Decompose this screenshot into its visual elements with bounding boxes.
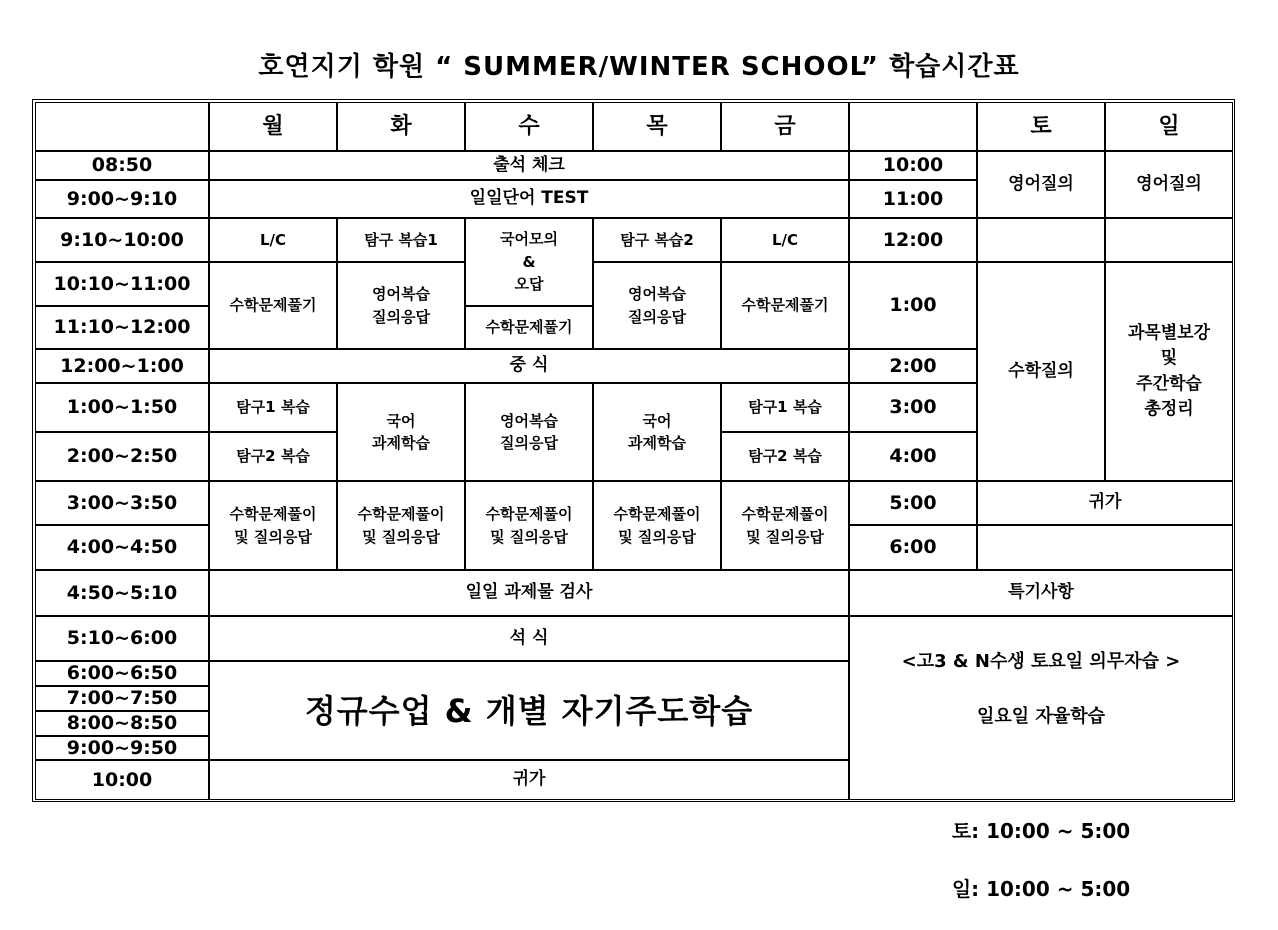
sun-empty-cell [1105,218,1233,262]
note-line: <고3 & N수생 토요일 의무자습 > [901,650,1181,672]
time-cell: 10:00 [35,760,209,800]
regular-class-cell: 정규수업 & 개별 자기주도학습 [209,661,849,760]
sun-eng-qa-cell: 영어질의 [1105,151,1233,218]
note-spacer [850,758,1232,790]
time-cell: 9:00~9:50 [35,736,209,760]
math-qa-cell: 수학문제풀이 및 질의응답 [721,481,849,570]
time-cell: 9:10~10:00 [35,218,209,262]
math-qa-cell: 수학문제풀이 및 질의응답 [465,481,593,570]
math-qa-cell: 수학문제풀이 및 질의응답 [337,481,465,570]
time-cell: 9:00~9:10 [35,180,209,218]
korean-mock-cell: 국어모의 & 오답 [465,218,593,306]
sun-supplement-cell: 과목별보강 및 주간학습 총정리 [1105,262,1233,481]
time-cell: 7:00~7:50 [35,686,209,711]
weekend-time-cell: 4:00 [849,432,977,481]
time-cell: 11:10~12:00 [35,306,209,349]
time-cell: 3:00~3:50 [35,481,209,525]
time-cell: 8:00~8:50 [35,711,209,736]
time-cell: 6:00~6:50 [35,661,209,686]
header-sat: 토 [977,102,1105,151]
special-notes-body [849,616,1233,901]
weekend-time-cell: 10:00 [849,151,977,180]
header-fri: 금 [721,102,849,151]
go-home-cell: 귀가 [209,760,849,800]
attendance-cell: 출석 체크 [209,151,849,180]
weekend-empty-cell [977,525,1233,570]
time-cell: 1:00~1:50 [35,383,209,432]
time-cell: 12:00~1:00 [35,349,209,383]
header-tue: 화 [337,102,465,151]
sat-empty-cell [977,218,1105,262]
special-notes-header: 특기사항 [849,570,1233,616]
weekend-time-cell: 3:00 [849,383,977,432]
sat-eng-qa-cell: 영어질의 [977,151,1105,218]
time-cell: 08:50 [35,151,209,180]
math-solve-cell: 수학문제풀기 [209,262,337,349]
dinner-cell: 석 식 [209,616,849,661]
math-qa-cell: 수학문제풀이 및 질의응답 [593,481,721,570]
header-wed: 수 [465,102,593,151]
eng-review-cell: 영어복습 질의응답 [337,262,465,349]
inquiry-review-cell: 탐구 복습1 [337,218,465,262]
time-cell: 4:00~4:50 [35,525,209,570]
weekend-time-cell: 6:00 [849,525,977,570]
corner-header-cell [35,102,209,151]
lc-cell: L/C [721,218,849,262]
inquiry-review-cell: 탐구 복습2 [593,218,721,262]
time-cell: 2:00~2:50 [35,432,209,481]
word-test-cell: 일일단어 TEST [209,180,849,218]
time-cell: 10:10~11:00 [35,262,209,306]
weekend-time-cell: 2:00 [849,349,977,383]
inquiry1-review-cell: 탐구1 복습 [721,383,849,432]
page-title: 호연지기 학원 “ SUMMER/WINTER SCHOOL” 학습시간표 [258,52,1020,82]
korean-hw-cell: 국어 과제학습 [337,383,465,481]
lunch-cell: 중 식 [209,349,849,383]
math-qa-cell: 수학문제풀이 및 질의응답 [209,481,337,570]
header-sun: 일 [1105,102,1233,151]
eng-review-cell: 영어복습 질의응답 [465,383,593,481]
time-cell: 5:10~6:00 [35,616,209,661]
inquiry2-review-cell: 탐구2 복습 [721,432,849,481]
weekend-go-home-cell: 귀가 [977,481,1233,525]
header-thu: 목 [593,102,721,151]
sun-hours: 일: 10:00 ~ 5:00 [951,876,1131,901]
header-mon: 월 [209,102,337,151]
sat-math-qa-cell: 수학질의 [977,262,1105,481]
weekend-time-header [849,102,977,151]
sat-hours: 토: 10:00 ~ 5:00 [951,819,1131,843]
weekend-time-cell: 1:00 [849,262,977,349]
math-solve-cell: 수학문제풀기 [721,262,849,349]
korean-hw-cell: 국어 과제학습 [593,383,721,481]
weekend-time-cell: 11:00 [849,180,977,218]
time-cell: 4:50~5:10 [35,570,209,616]
lc-cell: L/C [209,218,337,262]
note-line: 일요일 자율학습 [977,706,1105,727]
inquiry1-review-cell: 탐구1 복습 [209,383,337,432]
math-solve-cell: 수학문제풀기 [465,306,593,349]
eng-review-cell: 영어복습 질의응답 [593,262,721,349]
weekend-time-cell: 12:00 [849,218,977,262]
hw-check-cell: 일일 과제물 검사 [209,570,849,616]
inquiry2-review-cell: 탐구2 복습 [209,432,337,481]
timetable [32,99,1235,901]
weekend-time-cell: 5:00 [849,481,977,525]
